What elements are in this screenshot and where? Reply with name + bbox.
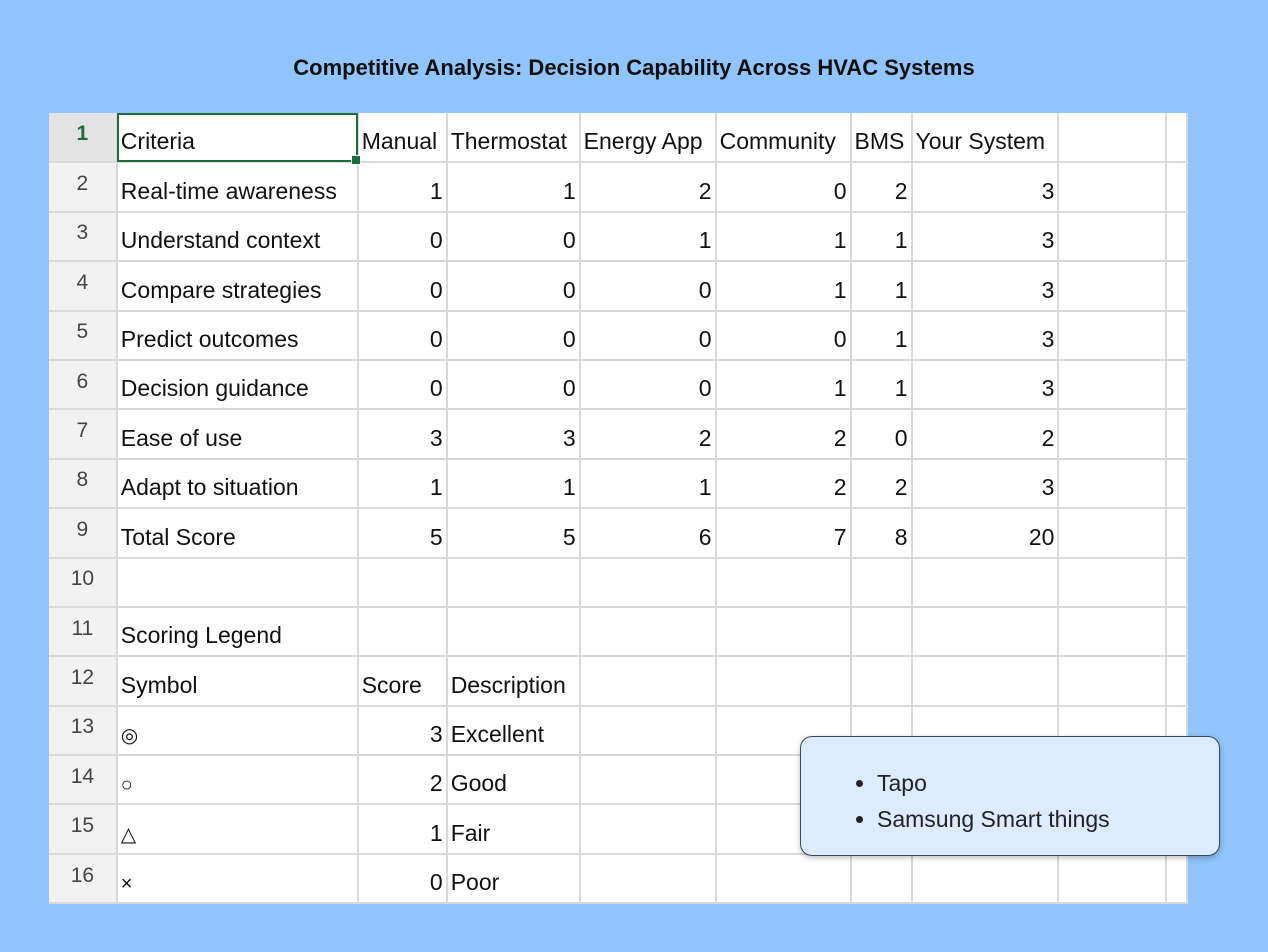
note-item: Samsung Smart things bbox=[877, 801, 1219, 837]
cell-empty[interactable] bbox=[716, 607, 851, 656]
cell-community[interactable]: 1 bbox=[716, 261, 851, 310]
cell-empty[interactable] bbox=[1166, 212, 1187, 261]
cell-empty[interactable] bbox=[1166, 558, 1187, 607]
cell-thermostat[interactable]: 3 bbox=[447, 409, 580, 458]
cell-empty[interactable] bbox=[1166, 607, 1187, 656]
cell-energy-app[interactable]: 1 bbox=[580, 459, 716, 508]
cell-criteria[interactable]: Understand context bbox=[117, 212, 358, 261]
page-title: Competitive Analysis: Decision Capability Across HVAC Systems bbox=[293, 55, 975, 80]
cell-empty[interactable] bbox=[1058, 409, 1166, 458]
cell-community[interactable]: 2 bbox=[716, 459, 851, 508]
cell-empty[interactable] bbox=[358, 607, 447, 656]
cell-your-system[interactable]: 3 bbox=[912, 212, 1059, 261]
cell-empty[interactable] bbox=[580, 804, 716, 853]
cell-energy-app[interactable]: 2 bbox=[580, 409, 716, 458]
cell-bms[interactable]: 2 bbox=[851, 162, 912, 211]
cell-manual[interactable]: 0 bbox=[358, 311, 447, 360]
cell-empty[interactable] bbox=[580, 558, 716, 607]
cell-bms[interactable]: 1 bbox=[851, 212, 912, 261]
row-header[interactable]: 3 bbox=[49, 212, 117, 261]
cell-manual[interactable]: 0 bbox=[358, 360, 447, 409]
cell-legend-score[interactable]: 3 bbox=[358, 706, 447, 755]
cell-empty[interactable] bbox=[1166, 508, 1187, 557]
cell-total-bms[interactable]: 8 bbox=[851, 508, 912, 557]
cell-total-thermostat[interactable]: 5 bbox=[447, 508, 580, 557]
sheet-row bbox=[49, 311, 1187, 360]
cell-manual[interactable]: 1 bbox=[358, 459, 447, 508]
cell-total-your-system[interactable]: 20 bbox=[912, 508, 1059, 557]
cell-manual[interactable]: 1 bbox=[358, 162, 447, 211]
sheet-row bbox=[49, 113, 1187, 162]
sheet-row bbox=[49, 212, 1187, 261]
cell-empty[interactable] bbox=[1166, 409, 1187, 458]
cell-energy-app[interactable]: 0 bbox=[580, 360, 716, 409]
sheet-row bbox=[49, 656, 1187, 705]
cell-manual[interactable]: 0 bbox=[358, 261, 447, 310]
cell-criteria[interactable]: Predict outcomes bbox=[117, 311, 358, 360]
row-header[interactable]: 13 bbox=[49, 706, 117, 755]
cell-legend-symbol[interactable]: ○ bbox=[117, 755, 358, 804]
cell-legend-score[interactable]: 0 bbox=[358, 854, 447, 903]
cell-total-label[interactable]: Total Score bbox=[117, 508, 358, 557]
row-header[interactable]: 11 bbox=[49, 607, 117, 656]
cell-empty[interactable] bbox=[1166, 311, 1187, 360]
cell-legend-symbol[interactable]: ◎ bbox=[117, 706, 358, 755]
sheet-row bbox=[49, 261, 1187, 310]
sheet-row bbox=[49, 607, 1187, 656]
cell-legend-description[interactable]: Excellent bbox=[447, 706, 580, 755]
row-header[interactable]: 7 bbox=[49, 409, 117, 458]
sheet-row bbox=[49, 558, 1187, 607]
cell-your-system[interactable]: 2 bbox=[912, 409, 1059, 458]
cell-empty[interactable] bbox=[117, 558, 358, 607]
cell-total-community[interactable]: 7 bbox=[716, 508, 851, 557]
cell-empty[interactable] bbox=[1058, 113, 1166, 162]
cell-empty[interactable] bbox=[1058, 360, 1166, 409]
cell-legend-description[interactable]: Good bbox=[447, 755, 580, 804]
cell-community[interactable]: 1 bbox=[716, 360, 851, 409]
cell-thermostat[interactable]: 0 bbox=[447, 360, 580, 409]
row-header[interactable]: 8 bbox=[49, 459, 117, 508]
cell-empty[interactable] bbox=[1058, 212, 1166, 261]
cell-empty[interactable] bbox=[912, 558, 1059, 607]
cell-criteria[interactable]: Compare strategies bbox=[117, 261, 358, 310]
row-header[interactable]: 16 bbox=[49, 854, 117, 903]
cell-thermostat[interactable]: 0 bbox=[447, 311, 580, 360]
cell-empty[interactable] bbox=[447, 607, 580, 656]
notes-list bbox=[801, 737, 1219, 837]
cell-energy-app-header[interactable]: Energy App bbox=[580, 113, 716, 162]
cell-empty[interactable] bbox=[1058, 508, 1166, 557]
cell-community[interactable]: 1 bbox=[716, 212, 851, 261]
cell-thermostat-header[interactable]: Thermostat bbox=[447, 113, 580, 162]
cell-criteria[interactable]: Adapt to situation bbox=[117, 459, 358, 508]
cell-your-system[interactable]: 3 bbox=[912, 162, 1059, 211]
note-item: Tapo bbox=[877, 765, 1219, 801]
cell-empty[interactable] bbox=[580, 656, 716, 705]
cell-legend-symbol-header[interactable]: Symbol bbox=[117, 656, 358, 705]
cell-empty[interactable] bbox=[1058, 162, 1166, 211]
row-header[interactable]: 4 bbox=[49, 261, 117, 310]
cell-empty[interactable] bbox=[1058, 656, 1166, 705]
cell-empty[interactable] bbox=[1058, 459, 1166, 508]
cell-total-manual[interactable]: 5 bbox=[358, 508, 447, 557]
cell-empty[interactable] bbox=[580, 607, 716, 656]
cell-empty[interactable] bbox=[1058, 607, 1166, 656]
row-header[interactable]: 2 bbox=[49, 162, 117, 211]
cell-empty[interactable] bbox=[1166, 261, 1187, 310]
cell-legend-description[interactable]: Fair bbox=[447, 804, 580, 853]
cell-thermostat[interactable]: 1 bbox=[447, 162, 580, 211]
cell-empty[interactable] bbox=[1058, 854, 1166, 903]
row-header[interactable]: 12 bbox=[49, 656, 117, 705]
cell-empty[interactable] bbox=[851, 558, 912, 607]
cell-legend-score-header[interactable]: Score bbox=[358, 656, 447, 705]
cell-manual[interactable]: 0 bbox=[358, 212, 447, 261]
cell-legend-score[interactable]: 1 bbox=[358, 804, 447, 853]
cell-community[interactable]: 0 bbox=[716, 162, 851, 211]
cell-your-system[interactable]: 3 bbox=[912, 261, 1059, 310]
cell-thermostat[interactable]: 0 bbox=[447, 212, 580, 261]
cell-criteria-header[interactable]: Criteria bbox=[117, 113, 358, 162]
cell-criteria[interactable]: Decision guidance bbox=[117, 360, 358, 409]
cell-empty[interactable] bbox=[1166, 854, 1187, 903]
cell-empty[interactable] bbox=[716, 656, 851, 705]
row-header[interactable]: 1 bbox=[49, 113, 117, 162]
cell-legend-title[interactable]: Scoring Legend bbox=[117, 607, 358, 656]
cell-empty[interactable] bbox=[580, 706, 716, 755]
cell-total-energy-app[interactable]: 6 bbox=[580, 508, 716, 557]
cell-legend-score[interactable]: 2 bbox=[358, 755, 447, 804]
cell-empty[interactable] bbox=[716, 854, 851, 903]
cell-criteria[interactable]: Ease of use bbox=[117, 409, 358, 458]
cell-manual[interactable]: 3 bbox=[358, 409, 447, 458]
cell-criteria[interactable]: Real-time awareness bbox=[117, 162, 358, 211]
notes-callout[interactable] bbox=[800, 736, 1220, 856]
sheet-row bbox=[49, 360, 1187, 409]
cell-energy-app[interactable]: 0 bbox=[580, 261, 716, 310]
row-header[interactable]: 9 bbox=[49, 508, 117, 557]
cell-your-system[interactable]: 3 bbox=[912, 459, 1059, 508]
cell-empty[interactable] bbox=[358, 558, 447, 607]
cell-empty[interactable] bbox=[1058, 311, 1166, 360]
cell-bms[interactable]: 1 bbox=[851, 311, 912, 360]
cell-bms[interactable]: 1 bbox=[851, 261, 912, 310]
cell-your-system[interactable]: 3 bbox=[912, 360, 1059, 409]
cell-legend-symbol[interactable]: × bbox=[117, 854, 358, 903]
cell-thermostat[interactable]: 1 bbox=[447, 459, 580, 508]
cell-thermostat[interactable]: 0 bbox=[447, 261, 580, 310]
cell-empty[interactable] bbox=[851, 854, 912, 903]
cell-empty[interactable] bbox=[1166, 656, 1187, 705]
cell-empty[interactable] bbox=[1166, 113, 1187, 162]
row-header[interactable]: 6 bbox=[49, 360, 117, 409]
cell-your-system-header[interactable]: Your System bbox=[912, 113, 1059, 162]
cell-energy-app[interactable]: 0 bbox=[580, 311, 716, 360]
cell-empty[interactable] bbox=[912, 607, 1059, 656]
cell-empty[interactable] bbox=[1166, 360, 1187, 409]
cell-empty[interactable] bbox=[1166, 162, 1187, 211]
cell-legend-description[interactable]: Poor bbox=[447, 854, 580, 903]
cell-empty[interactable] bbox=[912, 656, 1059, 705]
cell-your-system[interactable]: 3 bbox=[912, 311, 1059, 360]
cell-legend-description-header[interactable]: Description bbox=[447, 656, 580, 705]
cell-energy-app[interactable]: 2 bbox=[580, 162, 716, 211]
cell-empty[interactable] bbox=[851, 656, 912, 705]
cell-empty[interactable] bbox=[1166, 459, 1187, 508]
cell-empty[interactable] bbox=[851, 607, 912, 656]
cell-legend-symbol[interactable]: △ bbox=[117, 804, 358, 853]
cell-community[interactable]: 2 bbox=[716, 409, 851, 458]
cell-manual-header[interactable]: Manual bbox=[358, 113, 447, 162]
cell-empty[interactable] bbox=[580, 755, 716, 804]
sheet-row bbox=[49, 854, 1187, 903]
sheet-row bbox=[49, 409, 1187, 458]
cell-empty[interactable] bbox=[716, 558, 851, 607]
sheet-row bbox=[49, 162, 1187, 211]
row-header[interactable]: 15 bbox=[49, 804, 117, 853]
cell-bms[interactable]: 2 bbox=[851, 459, 912, 508]
row-header[interactable]: 14 bbox=[49, 755, 117, 804]
cell-community-header[interactable]: Community bbox=[716, 113, 851, 162]
cell-bms[interactable]: 0 bbox=[851, 409, 912, 458]
cell-empty[interactable] bbox=[580, 854, 716, 903]
cell-bms-header[interactable]: BMS bbox=[851, 113, 912, 162]
cell-empty[interactable] bbox=[1058, 261, 1166, 310]
cell-empty[interactable] bbox=[1058, 558, 1166, 607]
sheet-row bbox=[49, 459, 1187, 508]
cell-empty[interactable] bbox=[447, 558, 580, 607]
cell-bms[interactable]: 1 bbox=[851, 360, 912, 409]
cell-empty[interactable] bbox=[912, 854, 1059, 903]
row-header[interactable]: 10 bbox=[49, 558, 117, 607]
row-header[interactable]: 5 bbox=[49, 311, 117, 360]
cell-community[interactable]: 0 bbox=[716, 311, 851, 360]
sheet-row-total bbox=[49, 508, 1187, 557]
cell-energy-app[interactable]: 1 bbox=[580, 212, 716, 261]
